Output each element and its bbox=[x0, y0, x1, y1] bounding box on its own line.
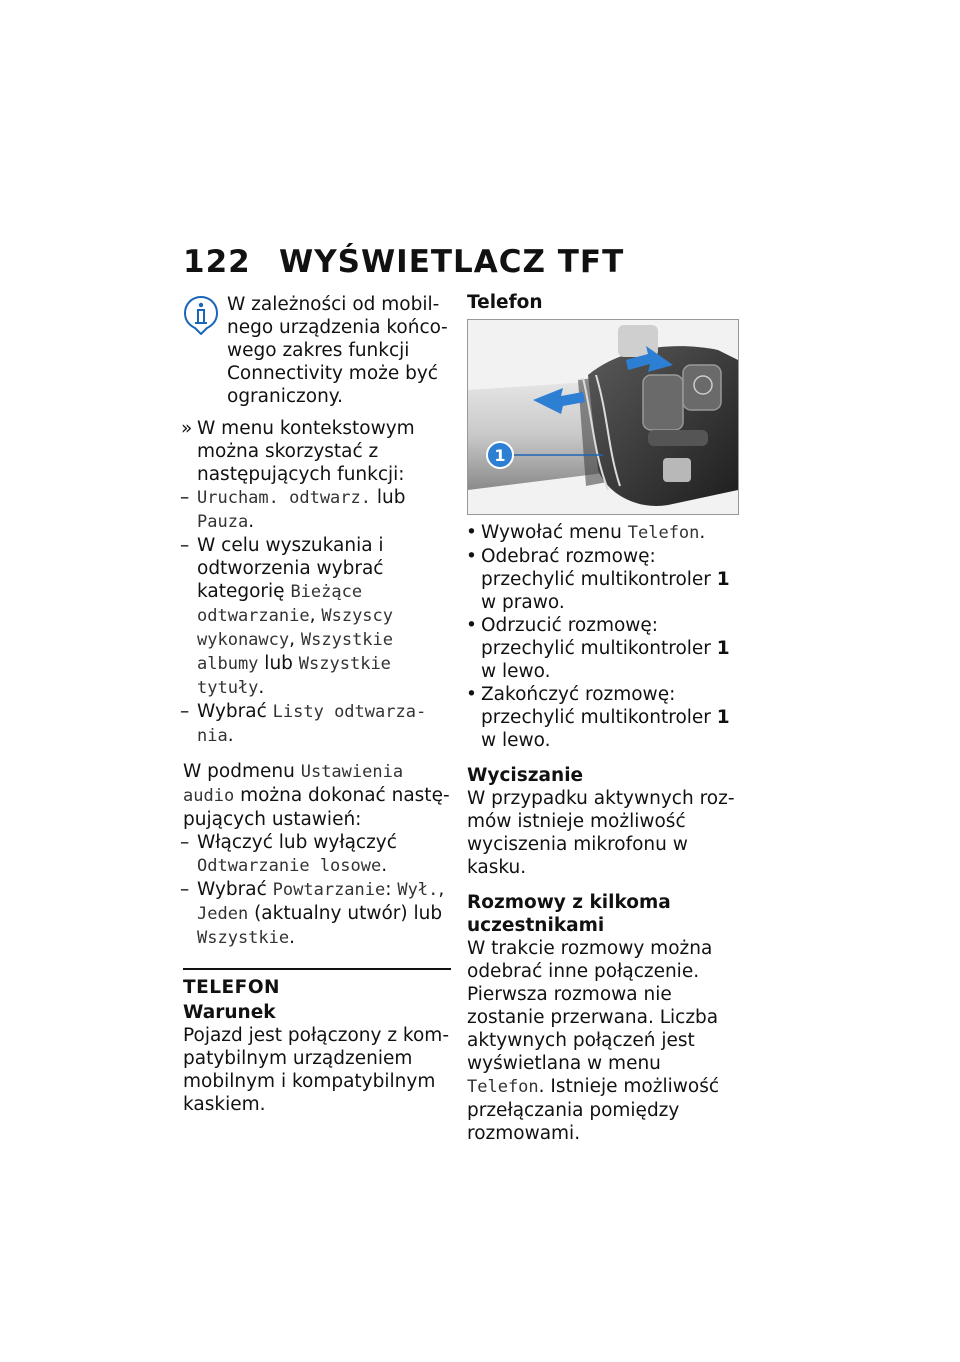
subheading: Wyciszanie bbox=[467, 765, 584, 786]
page-title: WYŚWIETLACZ TFT bbox=[279, 244, 625, 280]
item-text: lub bbox=[258, 653, 299, 674]
item-text: , bbox=[289, 629, 301, 650]
item-text: Wywołać menu bbox=[481, 522, 628, 543]
menu-option: Odtwarzanie losowe bbox=[197, 856, 382, 876]
list-item bbox=[180, 534, 451, 700]
bullet-marker: • bbox=[466, 615, 477, 636]
info-icon bbox=[183, 295, 219, 335]
subheading: Rozmowy z kilkoma uczestnikami bbox=[467, 892, 671, 936]
item-text: lub bbox=[371, 487, 406, 508]
item-text: , bbox=[438, 879, 445, 900]
menu-option: Wszystkie tytuły bbox=[197, 654, 391, 698]
list-item bbox=[467, 683, 739, 752]
bullet-marker: • bbox=[466, 684, 477, 705]
item-text: , bbox=[309, 605, 322, 626]
item-text: . bbox=[258, 677, 265, 698]
item-text: w prawo. bbox=[481, 592, 565, 613]
list-item bbox=[467, 614, 739, 683]
list-item bbox=[180, 831, 451, 878]
step-item bbox=[183, 417, 451, 486]
menu-option: Powtarzanie bbox=[272, 880, 386, 900]
subheading: Telefon bbox=[467, 292, 543, 313]
item-text: . bbox=[289, 927, 296, 948]
menu-option: Telefon bbox=[467, 1077, 539, 1097]
callout-number: 1 bbox=[716, 707, 730, 728]
menu-option: Wył. bbox=[397, 880, 439, 900]
menu-option: Jeden bbox=[197, 904, 249, 924]
item-text: Włączyć lub wyłączyć bbox=[197, 832, 397, 853]
list-item bbox=[180, 700, 451, 748]
menu-option: Bieżące odtwarzanie bbox=[197, 582, 363, 626]
dash-marker: – bbox=[180, 701, 190, 722]
menu-option: Ustawienia audio bbox=[183, 762, 404, 806]
dash-marker: – bbox=[180, 879, 190, 900]
section-divider bbox=[183, 968, 451, 1116]
item-text: Wybrać bbox=[197, 879, 273, 900]
page-header bbox=[183, 244, 624, 280]
item-text: . Istnieje możliwość przełączania pomiędzy rozmowami. bbox=[467, 1076, 720, 1144]
menu-option: Listy odtwarzania bbox=[197, 702, 427, 746]
bullet-marker: • bbox=[466, 522, 477, 543]
page-number: 122 bbox=[183, 244, 251, 280]
menu-option: Pauza bbox=[197, 512, 249, 532]
multicontroller-illustration bbox=[468, 320, 738, 514]
item-text: można dokonać następujących ustawień: bbox=[183, 785, 450, 830]
item-text: W podmenu bbox=[183, 761, 301, 782]
section-title: TELEFON bbox=[183, 977, 281, 998]
callout-number: 1 bbox=[716, 569, 730, 590]
bullet-marker: • bbox=[466, 546, 477, 567]
list-item bbox=[467, 521, 739, 545]
body-text: W przypadku aktywnych rozmów istnieje możliwość wyciszenia mikrofonu w kasku. bbox=[467, 788, 735, 878]
item-text: Zakończyć rozmowę: przechylić multikontroler bbox=[481, 684, 717, 728]
step-marker: » bbox=[181, 418, 193, 439]
right-column bbox=[467, 289, 739, 1145]
info-note bbox=[183, 293, 451, 408]
item-text: Odrzucić rozmowę: przechylić multikontroler bbox=[481, 615, 717, 659]
list-item bbox=[467, 545, 739, 614]
subheading: Warunek bbox=[183, 1002, 276, 1023]
dash-marker: – bbox=[180, 832, 190, 853]
item-text: . bbox=[381, 855, 388, 876]
menu-option: Wszystkie albumy bbox=[197, 630, 394, 674]
item-text: : bbox=[385, 879, 392, 900]
item-text: Odebrać rozmowę: przechylić multikontroler bbox=[481, 546, 717, 590]
left-column bbox=[180, 293, 451, 1116]
item-text: . bbox=[248, 511, 255, 532]
list-item bbox=[180, 878, 451, 950]
item-text: (aktualny utwór) lub bbox=[248, 903, 443, 924]
dash-marker: – bbox=[180, 487, 190, 508]
menu-option: Telefon bbox=[627, 523, 700, 543]
submenu-paragraph bbox=[183, 760, 451, 831]
step-text: W menu kontekstowym można skorzystać z następujących funkcji: bbox=[197, 418, 415, 485]
body-text: Pojazd jest połączony z kompatybilnym urządzeniem mobilnym i kompatybilnym kaskiem. bbox=[183, 1025, 450, 1115]
menu-option: Wszyscy wykonawcy bbox=[197, 606, 394, 650]
dash-marker: – bbox=[180, 535, 190, 556]
body-text bbox=[467, 937, 739, 1145]
figure-callout-1: 1 bbox=[494, 446, 506, 465]
item-text: . bbox=[699, 522, 706, 543]
item-text: W celu wyszukania i odtworzenia wybrać kategorię bbox=[197, 535, 384, 602]
list-item bbox=[180, 486, 451, 534]
callout-number: 1 bbox=[716, 638, 730, 659]
handlebar-figure bbox=[467, 319, 739, 515]
item-text: w lewo. bbox=[481, 661, 551, 682]
item-text: w lewo. bbox=[481, 730, 551, 751]
menu-option: Wszystkie bbox=[197, 928, 290, 948]
item-text: . bbox=[227, 725, 234, 746]
menu-option: Urucham. odtwarz. bbox=[197, 488, 371, 508]
info-text: W zależności od mobilnego urządzenia końcowego zakres funkcji Connectivity może być ograniczony. bbox=[227, 294, 448, 407]
item-text: W trakcie rozmowy można odebrać inne połączenie. Pierwsza rozmowa nie zostanie przerwana. Liczba aktywnych połączeń jest wyświetlana w menu bbox=[467, 938, 719, 1074]
item-text: Wybrać bbox=[197, 701, 273, 722]
